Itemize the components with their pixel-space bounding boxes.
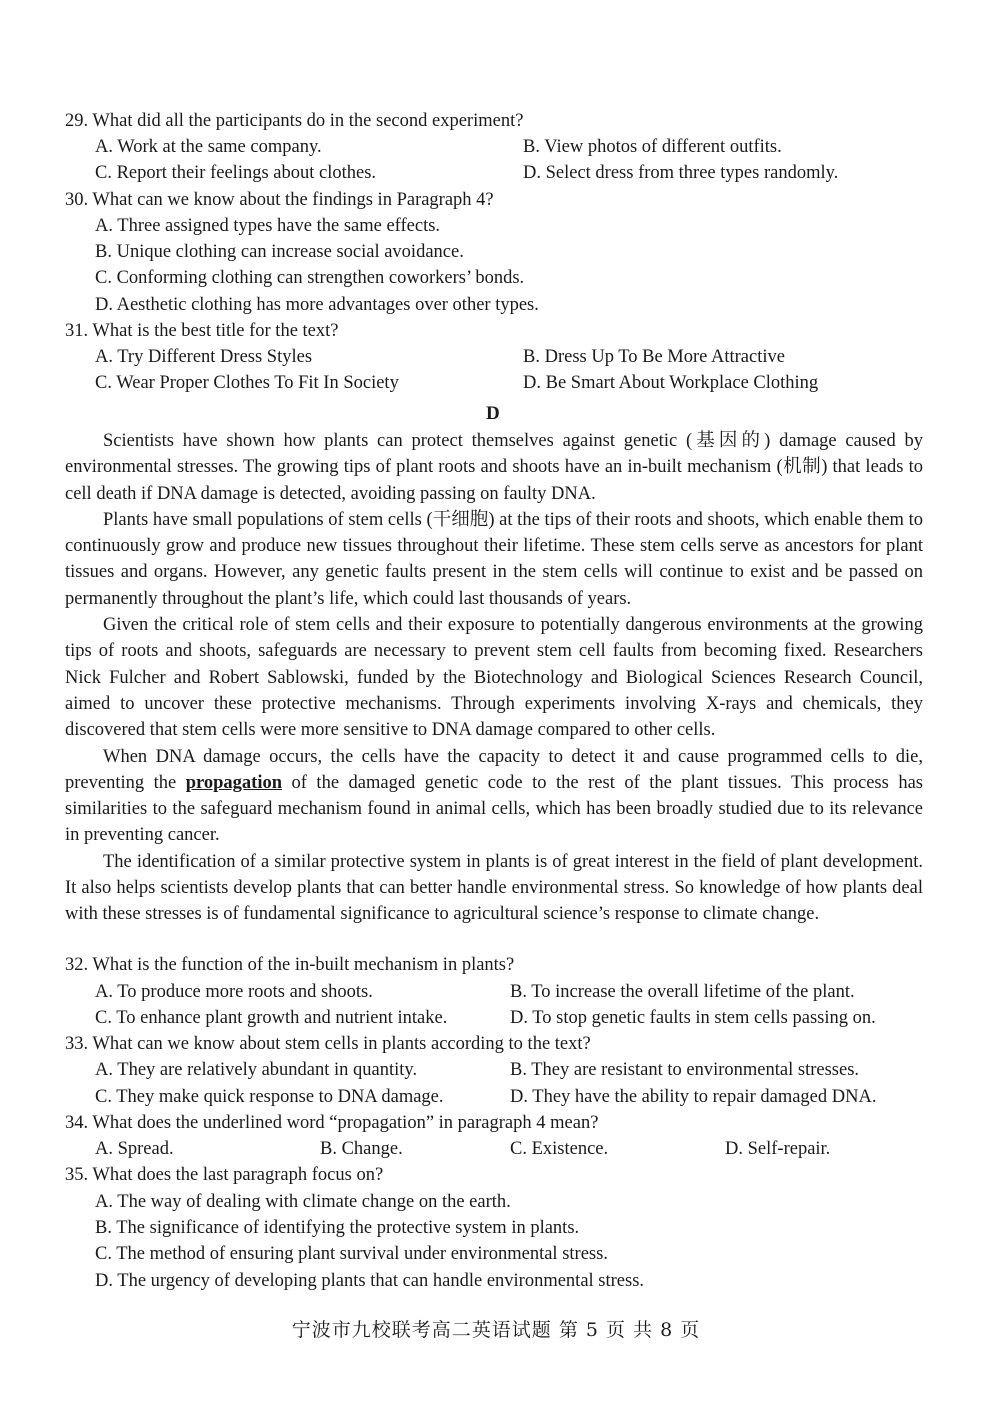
question-29-stem: 29. What did all the participants do in the second experiment?: [65, 111, 524, 131]
q32-option-a: A. To produce more roots and shoots.: [95, 982, 373, 1002]
question-30-stem: 30. What can we know about the findings in Paragraph 4?: [65, 190, 494, 210]
page-footer: 宁波市九校联考高二英语试题 第 5 页 共 8 页: [291, 1319, 701, 1341]
q31-option-c: C. Wear Proper Clothes To Fit In Society: [95, 373, 399, 393]
q33-option-b: B. They are resistant to environmental stresses.: [510, 1060, 860, 1080]
passage-paragraph-4: [65, 744, 923, 849]
q34-option-c: C. Existence.: [510, 1139, 609, 1159]
q34-option-a: A. Spread.: [95, 1139, 174, 1159]
q33-option-c: C. They make quick response to DNA damage.: [95, 1087, 444, 1107]
q35-option-a: A. The way of dealing with climate change on the earth.: [95, 1192, 511, 1212]
question-33-stem: 33. What can we know about stem cells in plants according to the text?: [65, 1034, 591, 1054]
q30-option-d: D. Aesthetic clothing has more advantages over other types.: [95, 295, 539, 315]
q29-option-d: D. Select dress from three types randomly.: [523, 163, 839, 183]
passage-paragraph-3: Given the critical role of stem cells and their exposure to potentially dangerous environments at the growing tips of roots and shoots, safeguards are necessary to prevent stem cell faults from becoming fixed. Researchers Nick Fulcher and Robert Sablowski, funded by the Biotechnology and Biological Sciences Research Council, aimed to uncover these protective mechanisms. Through experiments involving X-rays and chemicals, they discovered that stem cells were more sensitive to DNA damage compared to other cells.: [65, 615, 923, 741]
passage-paragraph-5: The identification of a similar protective system in plants is of great interest in the field of plant development. It also helps scientists develop plants that can better handle environmental stress. So knowledge of how plants deal with these stresses is of fundamental significance to agricultural science’s response to climate change.: [65, 851, 923, 925]
p4-text-before: When DNA damage occurs, the cells have the capacity to detect it and cause programmed cells to die, preventing the: [65, 746, 923, 793]
q35-option-c: C. The method of ensuring plant survival under environmental stress.: [95, 1244, 608, 1264]
p4-text-after: of the damaged genetic code to the rest of the plant tissues. This process has similarities to the safeguard mechanism found in animal cells, which has been broadly studied due to its relevance in preventing cancer.: [65, 772, 923, 846]
q32-option-b: B. To increase the overall lifetime of the plant.: [510, 982, 855, 1002]
question-31-stem: 31. What is the best title for the text?: [65, 321, 339, 341]
q34-option-b: B. Change.: [320, 1139, 403, 1159]
q29-option-b: B. View photos of different outfits.: [523, 137, 782, 157]
q33-option-a: A. They are relatively abundant in quantity.: [95, 1060, 418, 1080]
passage-d: [65, 428, 923, 928]
underlined-word-propagation: propagation: [185, 772, 283, 793]
q35-option-d: D. The urgency of developing plants that can handle environmental stress.: [95, 1271, 645, 1291]
question-34-stem: 34. What does the underlined word “propagation” in paragraph 4 mean?: [65, 1113, 599, 1133]
q32-option-d: D. To stop genetic faults in stem cells passing on.: [510, 1008, 876, 1028]
q32-option-c: C. To enhance plant growth and nutrient intake.: [95, 1008, 448, 1028]
q30-option-b: B. Unique clothing can increase social avoidance.: [95, 242, 464, 262]
q30-option-a: A. Three assigned types have the same effects.: [95, 216, 441, 236]
section-d-title: D: [486, 403, 500, 424]
question-35-stem: 35. What does the last paragraph focus on?: [65, 1165, 384, 1185]
q33-option-d: D. They have the ability to repair damaged DNA.: [510, 1087, 877, 1107]
q31-option-a: A. Try Different Dress Styles: [95, 347, 313, 367]
question-32-stem: 32. What is the function of the in-built mechanism in plants?: [65, 955, 515, 975]
q35-option-b: B. The significance of identifying the protective system in plants.: [95, 1218, 580, 1238]
passage-paragraph-1: Scientists have shown how plants can protect themselves against genetic (基因的) damage caused by environmental stresses. The growing tips of plant roots and shoots have an in-built mechanism (机制) that leads to cell death if DNA damage is detected, avoiding passing on faulty DNA.: [65, 431, 923, 504]
passage-paragraph-2: Plants have small populations of stem cells (干细胞) at the tips of their roots and shoots, which enable them to continuously grow and produce new tissues throughout their lifetime. These stem cells serve as ancestors for plant tissues and organs. However, any genetic faults present in the stem cells will continue to exist and be passed on permanently throughout the plant’s life, which could last thousands of years.: [65, 509, 923, 609]
q30-option-c: C. Conforming clothing can strengthen coworkers’ bonds.: [95, 268, 525, 288]
q34-option-d: D. Self-repair.: [725, 1139, 831, 1159]
q31-option-b: B. Dress Up To Be More Attractive: [523, 347, 785, 367]
q29-option-c: C. Report their feelings about clothes.: [95, 163, 377, 183]
q31-option-d: D. Be Smart About Workplace Clothing: [523, 373, 819, 393]
q29-option-a: A. Work at the same company.: [95, 137, 322, 157]
